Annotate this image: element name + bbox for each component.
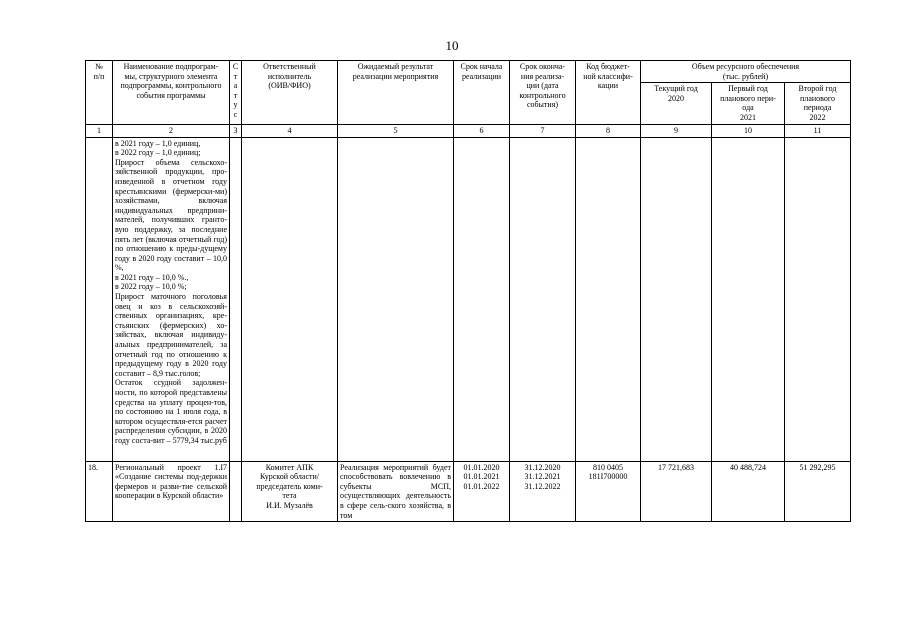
funding-current-year: 17 721,683 (641, 461, 712, 522)
cell-empty (230, 137, 242, 461)
header-start: Срок начала реализации (454, 61, 510, 125)
header-result: Ожидаемый результат реализации мероприятия (338, 61, 454, 125)
header-first-plan-year: Первый год планового пери- ода 2021 (712, 83, 785, 124)
table-row-continuation (86, 137, 851, 461)
cell-empty (454, 137, 510, 461)
header-second-plan-year: Второй год планового периода 2022 (785, 83, 851, 124)
column-number: 5 (338, 124, 454, 137)
responsible-executor: Комитет АПК Курской области/ председатель коми- тета И.И. Музалёв (242, 461, 338, 522)
column-number-row (86, 124, 851, 137)
expected-result: Реализация мероприятий будет способствовать вовлечению в субъекты МСП, осуществляющих деятельность в сфере сель-ского хозяйства, в том (338, 461, 454, 522)
cell-empty (242, 137, 338, 461)
cell-empty (338, 137, 454, 461)
page-number: 10 (445, 38, 459, 53)
header-status: С т а т у с (230, 61, 242, 125)
program-table (85, 60, 851, 522)
budget-code: 810 0405 181I700000 (576, 461, 641, 522)
regional-project-name: Региональный проект 1.I7 «Создание системы под-держки фермеров и разви-тие сельской кооперации в Курской области» (113, 461, 230, 522)
header-code: Код бюджет- ной классифи- кации (576, 61, 641, 125)
funding-first-plan-year: 40 488,724 (712, 461, 785, 522)
cell-empty (510, 137, 576, 461)
continuation-indicators: в 2021 году – 1,0 единиц, в 2022 году – 1,0 единиц; Прирост объема сельскохо-зяйственной продукции, про-изведенной в отчетном году крестьянскими (фермерски-ми) хозяйствами, включая индивидуальных предприни-мателей, получивших гранто-вую поддержку, за последние пять лет (включая отчетный год) по отношению к преды-дущему году в 2020 году составит – 10,0 %, в 2021 году – 10,0 %., в 2022 году – 10,0 %; Прирост маточного поголовья овец и коз в сельскохозяй-ственных организациях, кре-стьянских (фермерских) хо-зяйствах, включая индивиду-альных предпринимателей, за отчетный год по отношению к предыдущему году в 2020 году составит – 8,9 тыс.голов; Остаток ссудной задолжен-ности, по которой представлены средства на уплату процен-тов, по состоянию на 1 июля года, в котором осуществля-ется расчет распределения субсидии, в 2020 году соста-вит – 5779,34 тыс.руб (113, 137, 230, 461)
header-num: № п/п (86, 61, 113, 125)
column-number: 10 (712, 124, 785, 137)
column-number: 3 (230, 124, 242, 137)
end-dates: 31.12.2020 31.12.2021 31.12.2022 (510, 461, 576, 522)
cell-empty (230, 461, 242, 522)
start-dates: 01.01.2020 01.01.2021 01.01.2022 (454, 461, 510, 522)
header-name: Наименование подпрограм- мы, структурного элемента подпрограммы, контрольного события программы (113, 61, 230, 125)
header-executor: Ответственный исполнитель (ОИВ/ФИО) (242, 61, 338, 125)
header-end: Срок оконча- ния реализа- ции (дата контрольного события) (510, 61, 576, 125)
header-funding: Объем ресурсного обеспечения (тыс. рублей) (641, 61, 851, 83)
column-number: 4 (242, 124, 338, 137)
column-number: 7 (510, 124, 576, 137)
table-row-18 (86, 461, 851, 522)
column-number: 2 (113, 124, 230, 137)
column-number: 6 (454, 124, 510, 137)
column-number: 9 (641, 124, 712, 137)
cell-empty (86, 137, 113, 461)
column-number: 8 (576, 124, 641, 137)
cell-empty (576, 137, 641, 461)
row-number: 18. (86, 461, 113, 522)
header-row-1 (86, 61, 851, 83)
funding-second-plan-year: 51 292,295 (785, 461, 851, 522)
header-current-year: Текущий год 2020 (641, 83, 712, 124)
cell-empty (785, 137, 851, 461)
cell-empty (641, 137, 712, 461)
column-number: 11 (785, 124, 851, 137)
cell-empty (712, 137, 785, 461)
column-number: 1 (86, 124, 113, 137)
